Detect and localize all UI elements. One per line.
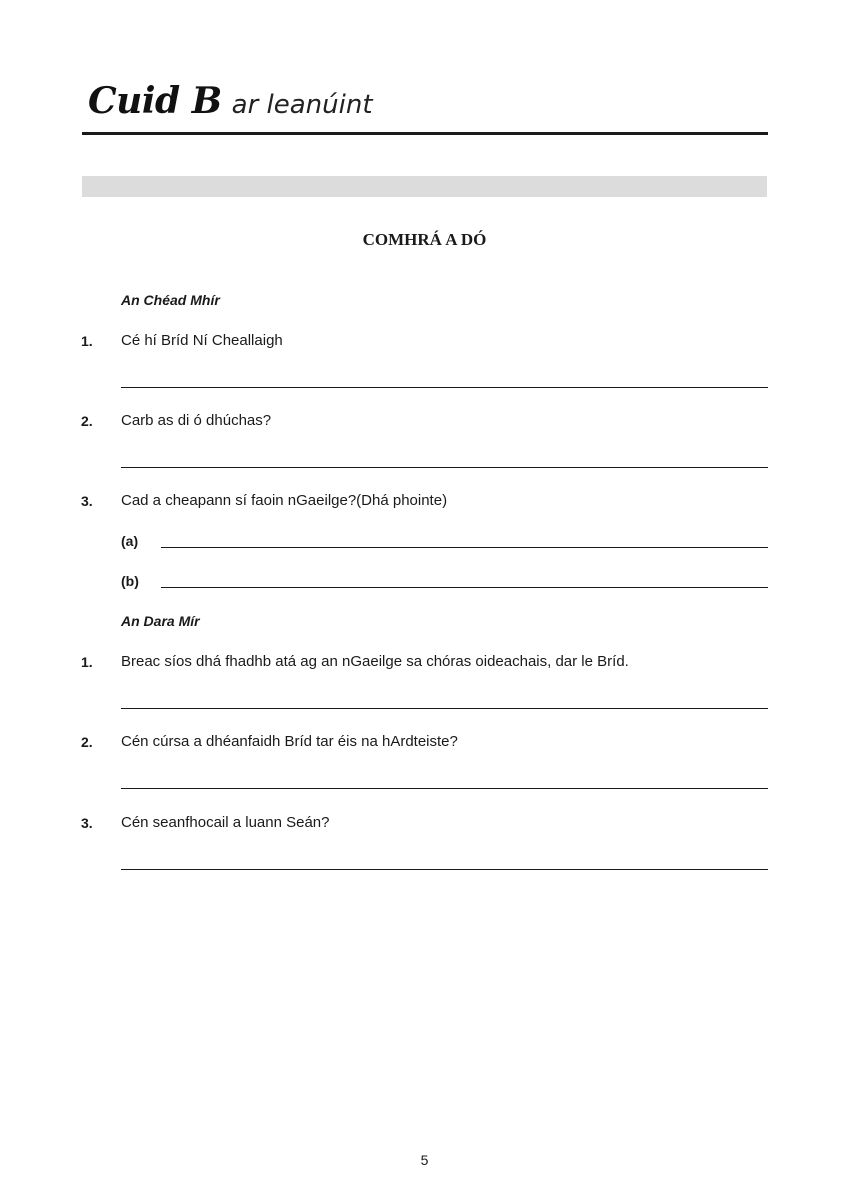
header-divider: [82, 132, 768, 135]
subpart-label-a: (a): [121, 533, 139, 549]
header-main-title: Cuid B: [88, 80, 222, 122]
answer-line[interactable]: [121, 467, 768, 468]
section-title: COMHRÁ A DÓ: [362, 230, 487, 249]
question-number: 2.: [81, 734, 93, 750]
question-number: 1.: [81, 654, 93, 670]
part-two-heading: An Dara Mír: [121, 613, 200, 629]
subpart-label-b: (b): [121, 573, 139, 589]
answer-line[interactable]: [121, 788, 768, 789]
answer-line[interactable]: [121, 708, 768, 709]
answer-line[interactable]: [121, 387, 768, 388]
question-number: 3.: [81, 493, 93, 509]
page-header-title: [88, 80, 373, 132]
answer-line-a[interactable]: [161, 547, 768, 548]
question-text: Carb as di ó dhúchas?: [121, 412, 272, 429]
header-subtitle: ar leanúint: [231, 90, 373, 120]
answer-line[interactable]: [121, 869, 768, 870]
question-text: Cén cúrsa a dhéanfaidh Bríd tar éis na hArdteiste?: [121, 733, 458, 750]
question-number: 2.: [81, 413, 93, 429]
question-text: Cad a cheapann sí faoin nGaeilge?(Dhá phointe): [121, 492, 448, 509]
section-band: [82, 176, 767, 197]
question-text: Breac síos dhá fhadhb atá ag an nGaeilge sa chóras oideachais, dar le Bríd.: [121, 653, 629, 670]
question-number: 3.: [81, 815, 93, 831]
page-number: 5: [420, 1152, 429, 1168]
question-text: Cé hí Bríd Ní Cheallaigh: [121, 332, 283, 349]
question-text: Cén seanfhocail a luann Seán?: [121, 814, 330, 831]
answer-line-b[interactable]: [161, 587, 768, 588]
part-one-heading: An Chéad Mhír: [121, 292, 220, 308]
question-number: 1.: [81, 333, 93, 349]
